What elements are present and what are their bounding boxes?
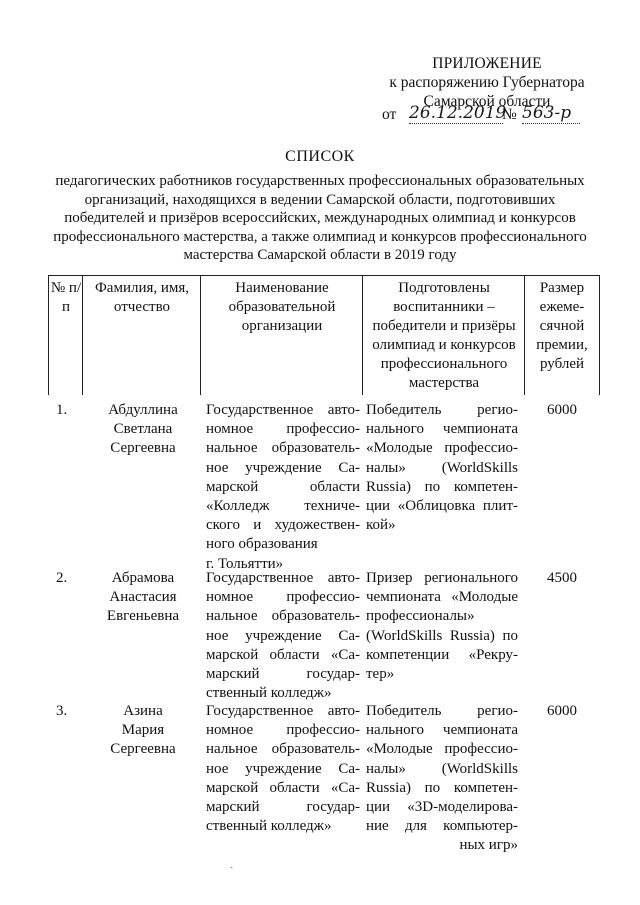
prize-amount: 6000 [547, 402, 577, 418]
appendix-line-3: Самарской области [423, 93, 551, 110]
prize-amount: 6000 [547, 703, 577, 719]
table-divider-1 [82, 275, 83, 395]
row-number: 2. [56, 570, 68, 586]
document-subtitle: педагогических работников государственных профессиональных образовательных организаций, находящихся в ведении Самарской области, подготовивших победителей и призёров всероссийских, международных олимпиад и конкурсов профессионального мастерства, а также олимпиад и конкурсов профессионального мастерства Самарской области в 2019 году [53, 173, 587, 263]
row-number: 1. [56, 402, 68, 418]
person-name: Абдуллина Светлана Сергеевна [108, 402, 178, 457]
handwritten-order-number: 563-р [522, 103, 580, 124]
table-border-right [599, 275, 600, 395]
achievement: Победитель регио- нального чемпионата «Молодые профессио- налы» (WorldSkills Russia) по компетен- ции «3D-моделирова- ние для компьютер- ных игр» [366, 703, 518, 854]
organization: Государственное авто- номное профессио- нальное образователь- ное учреждение Са- марской области «Колледж техниче- ского и художествен- ного образования г. Тольятти» [206, 402, 360, 572]
header-prize: Размер ежеме-сячной премии, рублей [536, 280, 588, 372]
table-border-left [48, 275, 49, 395]
number-prefix: № [502, 106, 517, 123]
handwritten-date: 26.12.2019 [409, 103, 507, 123]
table-divider-4 [524, 275, 525, 395]
document-title: СПИСОК [285, 148, 355, 165]
header-org: Наименование образовательной организации [228, 280, 336, 334]
date-prefix: от [382, 106, 397, 123]
appendix-line-2: к распоряжению Губернатора [389, 74, 585, 91]
header-name: Фамилия, имя, отчество [94, 280, 190, 315]
person-name: Абрамова Анастасия Евгеньевна [106, 570, 180, 625]
prize-amount: 4500 [547, 570, 577, 586]
organization: Государственное авто- номное профессио- нальное образователь- ное учреждение Са- марской области «Са- марский государ- ственный колледж» [206, 703, 360, 835]
achievement: Победитель регио- нального чемпионата «Молодые профессио- налы» (WorldSkills Russia) по компетен- ции «Облицовка плит- кой» [366, 402, 518, 534]
row-number: 3. [56, 703, 68, 719]
table-top-border [48, 275, 600, 276]
header-achievement: Подготовлены воспитанники – победители и призёры олимпиад и конкурсов профессионального мастерства [372, 280, 516, 391]
appendix-title: ПРИЛОЖЕНИЕ [432, 55, 542, 72]
scan-mark: ˏ [230, 858, 234, 869]
header-num: № п/п [50, 280, 82, 315]
person-name: Азина Мария Сергеевна [110, 703, 176, 758]
table-divider-2 [200, 275, 201, 395]
table-divider-3 [362, 275, 363, 395]
organization: Государственное авто- номное профессио- нальное образователь- ное учреждение Са- марской области «Са- марский государ- ственный колледж» [206, 570, 360, 702]
achievement: Призер регионального чемпионата «Молодые профессионалы» (WorldSkills Russia) по компетенции «Рекру- тер» [366, 570, 518, 683]
